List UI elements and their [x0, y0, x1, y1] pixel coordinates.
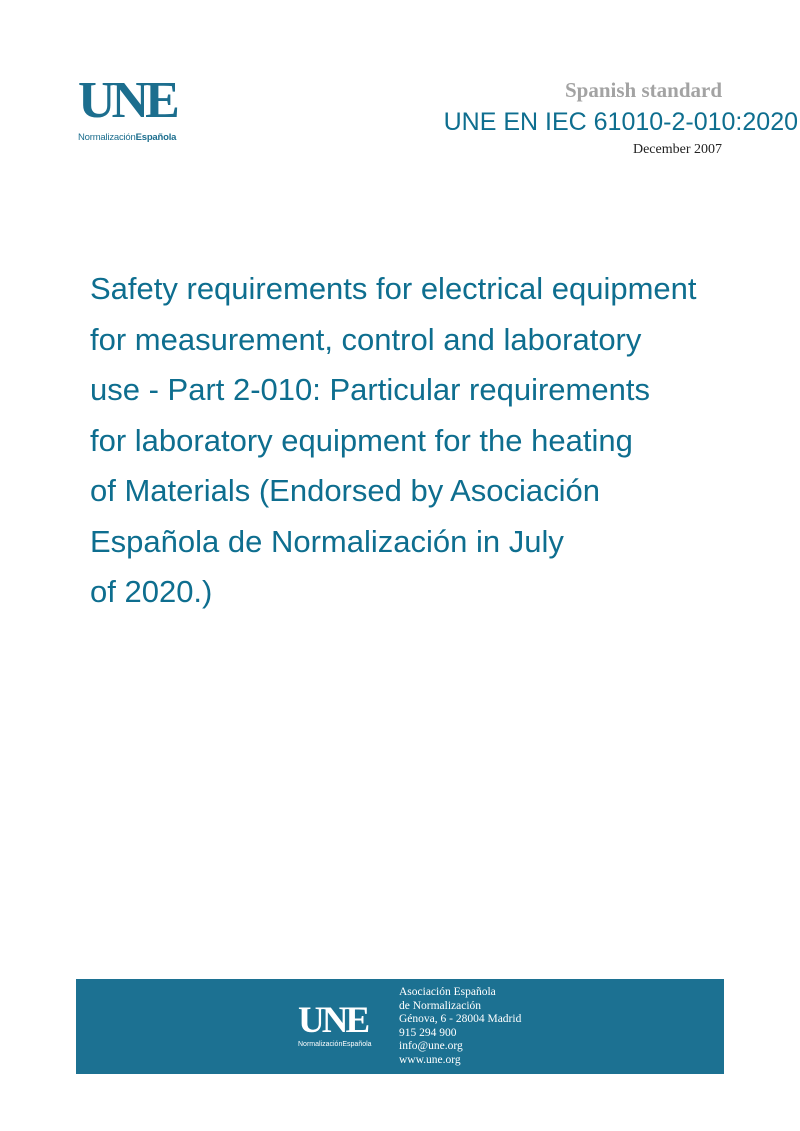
- standard-date: December 2007: [632, 142, 722, 157]
- footer-email[interactable]: info@une.org: [399, 1040, 463, 1053]
- title-line: Safety requirements for electrical equipment: [90, 271, 697, 306]
- logo-sub-right: Española: [135, 132, 177, 143]
- logo-subtitle: [78, 132, 198, 143]
- title-line: for measurement, control and laboratory: [90, 321, 642, 357]
- title-line: use - Part 2-010: Particular requirements: [90, 372, 650, 407]
- footer-logo-sub-left: Normalización: [298, 1041, 343, 1048]
- document-title: [90, 264, 780, 618]
- footer-org-name-2: de Normalización: [399, 999, 482, 1012]
- footer-logo-sub-right: Española: [342, 1041, 372, 1048]
- footer-address: Génova, 6 - 28004 Madrid: [399, 1013, 522, 1026]
- standard-code: UNE EN IEC 61010-2-010:2020: [443, 108, 798, 136]
- une-logo: [78, 72, 198, 143]
- footer-contact-info: [399, 986, 521, 1068]
- footer-org-name: Asociación Española: [399, 986, 496, 998]
- standard-type-label: Spanish standard: [565, 78, 722, 102]
- footer-logo-word: UNE: [298, 1000, 368, 1041]
- title-line: of Materials (Endorsed by Asociación: [90, 473, 601, 508]
- title-line: of 2020.): [90, 574, 213, 609]
- title-line: Española de Normalización in July: [90, 523, 564, 559]
- logo-sub-left: Normalización: [78, 132, 136, 143]
- title-line: for laboratory equipment for the heating: [90, 422, 633, 458]
- footer-website[interactable]: www.une.org: [399, 1053, 461, 1066]
- footer-phone: 915 294 900: [399, 1026, 457, 1039]
- footer-banner: [76, 979, 724, 1074]
- logo-word: UNE: [78, 72, 176, 129]
